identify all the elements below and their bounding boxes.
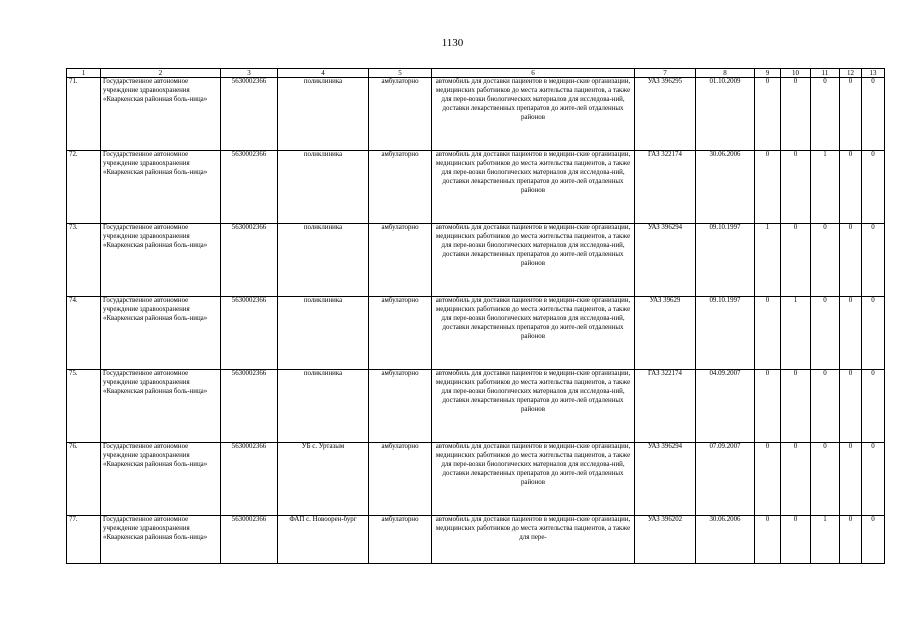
vehicle-purpose: автомобиль для доставки пациентов в медицин-ские организации, медицинских работников до места жительства пациентов, а также для пере-	[432, 516, 635, 564]
col-13-value: 0	[862, 443, 885, 516]
column-header: 13	[862, 69, 885, 78]
unit-name: поликлиника	[278, 370, 369, 443]
col-12-value: 0	[840, 151, 862, 224]
col-11-value: 0	[811, 443, 840, 516]
col-12-value: 0	[840, 78, 862, 151]
inn-code: 5630002366	[221, 443, 278, 516]
col-13-value: 0	[862, 151, 885, 224]
table-row	[67, 151, 885, 224]
vehicle-date: 30.06.2006	[696, 516, 755, 564]
row-number: 77.	[67, 516, 101, 564]
col-13-value: 0	[862, 224, 885, 297]
col-13-value: 0	[862, 297, 885, 370]
vehicle-date: 01.10.2009	[696, 78, 755, 151]
vehicle-purpose: автомобиль для доставки пациентов в медицин-ские организации, медицинских работников до места жительства пациентов, а также для пере-возки биологических материалов для исследова-ний, доставки лекарственных препаратов до жите-лей отдаленных районов	[432, 78, 635, 151]
vehicle-model: ГАЗ 322174	[635, 370, 696, 443]
col-11-value: 1	[811, 516, 840, 564]
column-header: 11	[811, 69, 840, 78]
organization-name: Государственное автономное учреждение здравоохранения «Кваркенская районная боль-ница»	[101, 297, 221, 370]
col-9-value: 0	[755, 297, 781, 370]
page-number: 1130	[441, 37, 464, 49]
col-9-value: 0	[755, 443, 781, 516]
vehicle-model: УАЗ 39629	[635, 297, 696, 370]
unit-name: ФАП с. Новоорен-бург	[278, 516, 369, 564]
vehicle-model: УАЗ 396294	[635, 443, 696, 516]
table-row	[67, 78, 885, 151]
column-header: 10	[781, 69, 811, 78]
vehicle-purpose: автомобиль для доставки пациентов в медицин-ские организации, медицинских работников до места жительства пациентов, а также для пере-возки биологических материалов для исследова-ний, доставки лекарственных препаратов до жите-лей отдаленных районов	[432, 224, 635, 297]
col-9-value: 0	[755, 151, 781, 224]
col-10-value: 1	[781, 297, 811, 370]
col-10-value: 0	[781, 370, 811, 443]
col-10-value: 0	[781, 151, 811, 224]
row-number: 72.	[67, 151, 101, 224]
col-12-value: 0	[840, 516, 862, 564]
column-header: 7	[635, 69, 696, 78]
organization-name: Государственное автономное учреждение здравоохранения «Кваркенская районная боль-ница»	[101, 443, 221, 516]
vehicle-date: 09.10.1997	[696, 297, 755, 370]
column-header: 6	[432, 69, 635, 78]
column-header: 2	[101, 69, 221, 78]
row-number: 73.	[67, 224, 101, 297]
row-number: 75.	[67, 370, 101, 443]
col-9-value: 0	[755, 370, 781, 443]
organization-name: Государственное автономное учреждение здравоохранения «Кваркенская районная боль-ница»	[101, 78, 221, 151]
care-mode: амбулаторно	[369, 78, 432, 151]
col-10-value: 0	[781, 516, 811, 564]
col-11-value: 0	[811, 370, 840, 443]
table-row	[67, 224, 885, 297]
row-number: 71.	[67, 78, 101, 151]
unit-name: поликлиника	[278, 151, 369, 224]
vehicle-date: 04.09.2007	[696, 370, 755, 443]
column-header: 8	[696, 69, 755, 78]
col-10-value: 0	[781, 78, 811, 151]
col-11-value: 0	[811, 224, 840, 297]
col-13-value: 0	[862, 78, 885, 151]
inn-code: 5630002366	[221, 151, 278, 224]
unit-name: поликлиника	[278, 297, 369, 370]
vehicle-model: УАЗ 396202	[635, 516, 696, 564]
vehicle-model: УАЗ 396294	[635, 224, 696, 297]
row-number: 76.	[67, 443, 101, 516]
vehicle-purpose: автомобиль для доставки пациентов в медицин-ские организации, медицинских работников до места жительства пациентов, а также для пере-возки биологических материалов для исследова-ний, доставки лекарственных препаратов до жите-лей отдаленных районов	[432, 151, 635, 224]
column-header: 9	[755, 69, 781, 78]
vehicle-registry-table	[66, 68, 885, 564]
organization-name: Государственное автономное учреждение здравоохранения «Кваркенская районная боль-ница»	[101, 224, 221, 297]
table-row	[67, 297, 885, 370]
column-header: 1	[67, 69, 101, 78]
column-header: 3	[221, 69, 278, 78]
care-mode: амбулаторно	[369, 297, 432, 370]
vehicle-date: 09.10.1997	[696, 224, 755, 297]
col-11-value: 1	[811, 151, 840, 224]
col-13-value: 0	[862, 516, 885, 564]
care-mode: амбулаторно	[369, 224, 432, 297]
care-mode: амбулаторно	[369, 516, 432, 564]
col-13-value: 0	[862, 370, 885, 443]
vehicle-purpose: автомобиль для доставки пациентов в медицин-ские организации, медицинских работников до места жительства пациентов, а также для пере-возки биологических материалов для исследова-ний, доставки лекарственных препаратов до жите-лей отдаленных районов	[432, 297, 635, 370]
care-mode: амбулаторно	[369, 151, 432, 224]
vehicle-model: УАЗ 396295	[635, 78, 696, 151]
inn-code: 5630002366	[221, 516, 278, 564]
organization-name: Государственное автономное учреждение здравоохранения «Кваркенская районная боль-ница»	[101, 516, 221, 564]
table-row	[67, 516, 885, 564]
column-header: 4	[278, 69, 369, 78]
care-mode: амбулаторно	[369, 370, 432, 443]
vehicle-purpose: автомобиль для доставки пациентов в медицин-ские организации, медицинских работников до места жительства пациентов, а также для пере-возки биологических материалов для исследова-ний, доставки лекарственных препаратов до жите-лей отдаленных районов	[432, 370, 635, 443]
inn-code: 5630002366	[221, 78, 278, 151]
vehicle-date: 30.06.2006	[696, 151, 755, 224]
col-12-value: 0	[840, 370, 862, 443]
column-header: 12	[840, 69, 862, 78]
col-9-value: 0	[755, 516, 781, 564]
table-row	[67, 370, 885, 443]
col-11-value: 0	[811, 78, 840, 151]
care-mode: амбулаторно	[369, 443, 432, 516]
row-number: 74.	[67, 297, 101, 370]
col-12-value: 0	[840, 443, 862, 516]
header-row	[67, 69, 885, 78]
col-9-value: 1	[755, 224, 781, 297]
inn-code: 5630002366	[221, 370, 278, 443]
col-10-value: 0	[781, 443, 811, 516]
vehicle-date: 07.09.2007	[696, 443, 755, 516]
col-12-value: 0	[840, 224, 862, 297]
organization-name: Государственное автономное учреждение здравоохранения «Кваркенская районная боль-ница»	[101, 370, 221, 443]
unit-name: поликлиника	[278, 78, 369, 151]
organization-name: Государственное автономное учреждение здравоохранения «Кваркенская районная боль-ница»	[101, 151, 221, 224]
vehicle-purpose: автомобиль для доставки пациентов в медицин-ские организации, медицинских работников до места жительства пациентов, а также для пере-возки биологических материалов для исследова-ний, доставки лекарственных препаратов до жите-лей отдаленных районов	[432, 443, 635, 516]
inn-code: 5630002366	[221, 224, 278, 297]
unit-name: УБ с. Уртазым	[278, 443, 369, 516]
inn-code: 5630002366	[221, 297, 278, 370]
col-10-value: 0	[781, 224, 811, 297]
column-header: 5	[369, 69, 432, 78]
unit-name: поликлиника	[278, 224, 369, 297]
table-row	[67, 443, 885, 516]
col-9-value: 0	[755, 78, 781, 151]
col-11-value: 0	[811, 297, 840, 370]
vehicle-model: ГАЗ 322174	[635, 151, 696, 224]
col-12-value: 0	[840, 297, 862, 370]
